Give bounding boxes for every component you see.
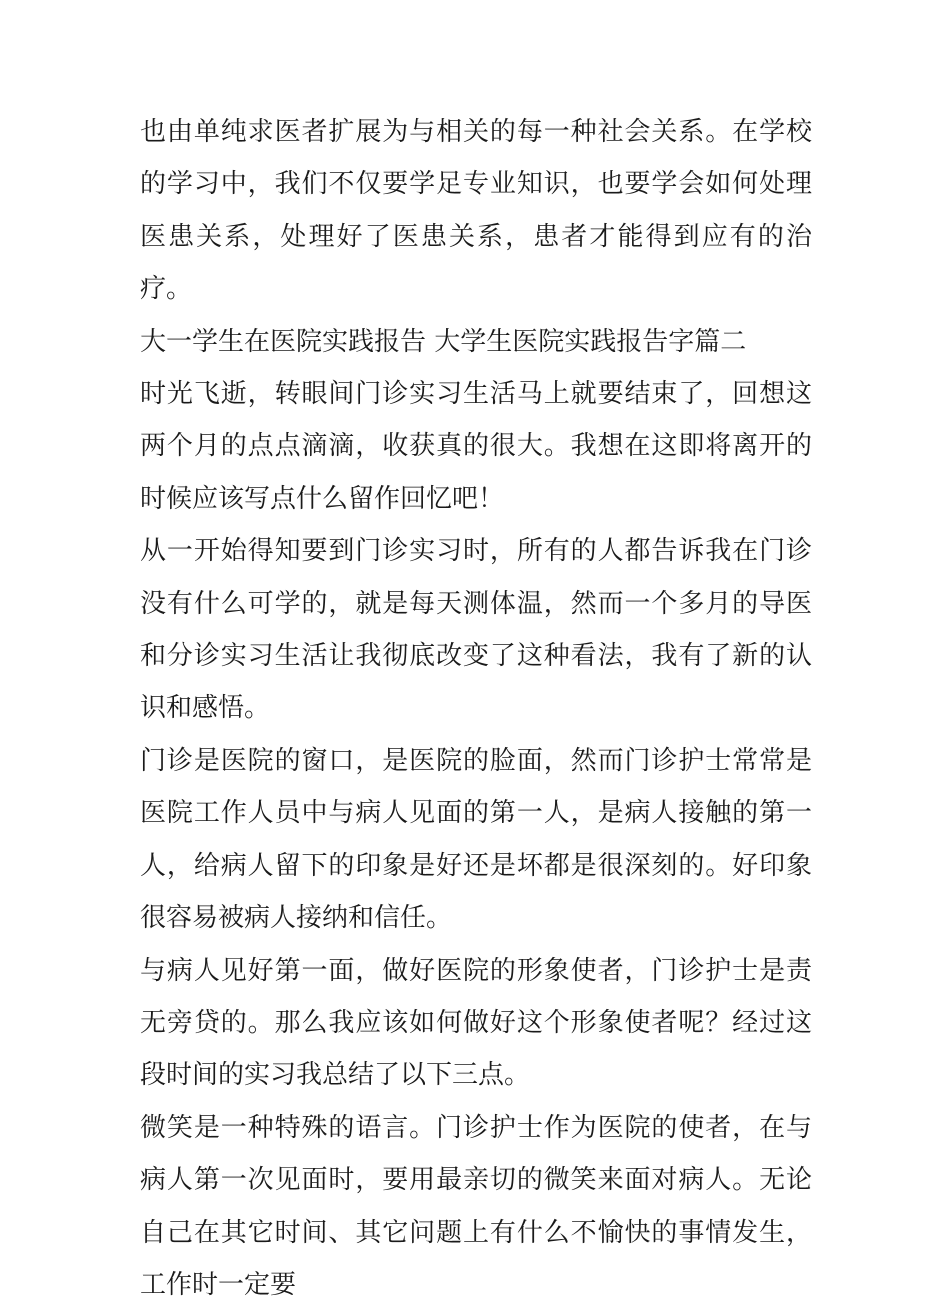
paragraph-intro-continuation: 也由单纯求医者扩展为与相关的每一种社会关系。在学校的学习中，我们不仅要学足专业知识，也要学会如何处理医患关系，处理好了医患关系，患者才能得到应有的治疗。 xyxy=(140,117,812,305)
paragraph-outpatient-window: 门诊是医院的窗口，是医院的脸面，然而门诊护士常常是医院工作人员中与病人见面的第一人，是病人接触的第一人，给病人留下的印象是好还是坏都是很深刻的。好印象很容易被病人接纳和信任。 xyxy=(140,745,812,934)
document-body xyxy=(140,106,812,1311)
section-heading: 大一学生在医院实践报告 大学生医院实践报告字篇二 xyxy=(140,326,747,357)
paragraph-first-learned: 从一开始得知要到门诊实习时，所有的人都告诉我在门诊没有什么可学的，就是每天测体温，然而一个多月的导医和分诊实习生活让我彻底改变了这种看法，我有了新的认识和感悟。 xyxy=(140,536,812,724)
paragraph-smile: 微笑是一种特殊的语言。门诊护士作为医院的使者，在与病人第一次见面时，要用最亲切的微笑来面对病人。无论自己在其它时间、其它问题上有什么不愉快的事情发生，工作时一定要 xyxy=(140,1112,812,1300)
paragraph-time-flies: 时光飞逝，转眼间门诊实习生活马上就要结束了，回想这两个月的点点滴滴，收获真的很大。我想在这即将离开的时候应该写点什么留作回忆吧！ xyxy=(140,379,812,514)
paragraph-first-impression: 与病人见好第一面，做好医院的形象使者，门诊护士是责无旁贷的。那么我应该如何做好这个形象使者呢？经过这段时间的实习我总结了以下三点。 xyxy=(140,955,812,1091)
